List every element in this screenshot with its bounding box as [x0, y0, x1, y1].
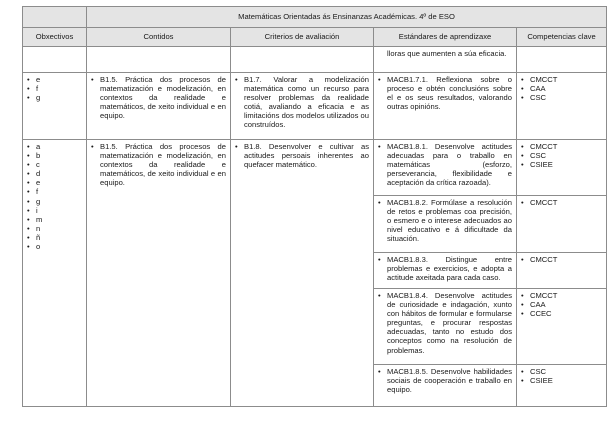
continuation-empty: [517, 47, 607, 73]
competences-cell: [517, 289, 607, 365]
table-row: [23, 140, 607, 196]
competences-list: [521, 75, 602, 102]
objective-item: • i: [27, 206, 82, 215]
competences-cell: [517, 140, 607, 196]
competence-item: • CSC: [521, 151, 602, 160]
bullet-icon: •: [378, 142, 381, 151]
standard-text: MACB1.8.3. Distingue entre problemas e exercicios, e adopta a actitude axeitada para cada caso.: [387, 255, 512, 283]
continuation-text: lloras que aumenten a súa eficacia.: [374, 47, 517, 73]
competences-list: [521, 142, 602, 169]
header-objectives: Obxectivos: [23, 28, 87, 47]
competences-list: [521, 198, 602, 207]
standard-cell: [374, 73, 517, 140]
corner-cell: [23, 7, 87, 28]
objective-item: • c: [27, 160, 82, 169]
criterion-cell: [231, 73, 374, 140]
content-text: B1.5. Práctica dos procesos de matematización e modelización, en contextos da realidade e matemáticos, de xeito individual e en equipo.: [100, 142, 226, 188]
objectives-list: [27, 142, 82, 251]
objective-item: • a: [27, 142, 82, 151]
continuation-empty: [23, 47, 87, 73]
standard-cell: [374, 365, 517, 407]
bullet-icon: •: [378, 367, 381, 376]
objective-item: • ñ: [27, 233, 82, 242]
standard-cell: [374, 289, 517, 365]
standard-text: MACB1.8.2. Formúlase a resolución de retos e problemas coa precisión, o esmero e o interese adecuados ao nivel educativo e á dificultade da situación.: [387, 198, 512, 244]
objective-item: • g: [27, 93, 82, 102]
competences-cell: [517, 73, 607, 140]
objective-item: • g: [27, 197, 82, 206]
criterion-text: B1.7. Valorar a modelización matemática como un recurso para resolver problemas da realidade cotiá, avaliando a eficacia e as limitacións dos modelos utilizados ou construídos.: [244, 75, 369, 130]
competence-item: • CAA: [521, 300, 602, 309]
objectives-cell: [23, 73, 87, 140]
objective-item: • m: [27, 215, 82, 224]
standard-text: MACB1.8.1. Desenvolve actitudes adecuadas para o traballo en matemáticas (esforzo, perseverancia, flexibilidade e aceptación da crítica razoada).: [387, 142, 512, 188]
competences-cell: [517, 196, 607, 253]
header-standards: Estándares de aprendizaxe: [374, 28, 517, 47]
competence-item: • CSIEE: [521, 376, 602, 385]
header-criteria: Criterios de avaliación: [231, 28, 374, 47]
table-title: Matemáticas Orientadas ás Ensinanzas Académicas. 4º de ESO: [87, 7, 607, 28]
competence-item: • CAA: [521, 84, 602, 93]
competences-list: [521, 291, 602, 318]
competence-item: • CMCCT: [521, 291, 602, 300]
objectives-list: [27, 75, 82, 102]
bullet-icon: •: [91, 142, 94, 151]
competence-item: • CCEC: [521, 309, 602, 318]
competence-item: • CMCCT: [521, 198, 602, 207]
header-contents: Contidos: [87, 28, 231, 47]
standard-cell: [374, 140, 517, 196]
objectives-cell: [23, 140, 87, 407]
criterion-cell: [231, 140, 374, 407]
continuation-empty: [231, 47, 374, 73]
content-cell: [87, 140, 231, 407]
standard-text: MACB1.8.4. Desenvolve actitudes de curiosidade e indagación, xunto con hábitos de formular e formularse preguntas, e procurar respostas adecuadas, tanto no estudo dos conceptos como na resolución de problemas.: [387, 291, 512, 355]
competences-cell: [517, 253, 607, 289]
continuation-row: [23, 47, 607, 73]
header-row: [23, 28, 607, 47]
competences-list: [521, 255, 602, 264]
standard-text: MACB1.7.1. Reflexiona sobre o proceso e obtén conclusións sobre el e os seus resultados, valorando outras opinións.: [387, 75, 512, 112]
standard-cell: [374, 196, 517, 253]
competence-item: • CMCCT: [521, 255, 602, 264]
bullet-icon: •: [378, 291, 381, 300]
header-competences: Competencias clave: [517, 28, 607, 47]
objective-item: • f: [27, 187, 82, 196]
bullet-icon: •: [235, 75, 238, 84]
objective-item: • e: [27, 178, 82, 187]
objective-item: • b: [27, 151, 82, 160]
competence-item: • CSC: [521, 93, 602, 102]
curriculum-table-page: [22, 6, 606, 407]
content-text: B1.5. Práctica dos procesos de matematización e modelización, en contextos da realidade e matemáticos, de xeito individual e en equipo.: [100, 75, 226, 121]
continuation-empty: [87, 47, 231, 73]
competence-item: • CMCCT: [521, 75, 602, 84]
competences-cell: [517, 365, 607, 407]
objective-item: • o: [27, 242, 82, 251]
criterion-text: B1.8. Desenvolver e cultivar as actitudes persoais inherentes ao quefacer matemático.: [244, 142, 369, 170]
bullet-icon: •: [378, 198, 381, 207]
standard-cell: [374, 253, 517, 289]
standard-text: MACB1.8.5. Desenvolve habilidades sociais de cooperación e traballo en equipo.: [387, 367, 512, 395]
content-cell: [87, 73, 231, 140]
curriculum-table: [22, 6, 607, 407]
competence-item: • CSC: [521, 367, 602, 376]
table-row: [23, 73, 607, 140]
bullet-icon: •: [91, 75, 94, 84]
bullet-icon: •: [235, 142, 238, 151]
bullet-icon: •: [378, 255, 381, 264]
objective-item: • e: [27, 75, 82, 84]
competence-item: • CMCCT: [521, 142, 602, 151]
competences-list: [521, 367, 602, 385]
objective-item: • d: [27, 169, 82, 178]
bullet-icon: •: [378, 75, 381, 84]
objective-item: • n: [27, 224, 82, 233]
objective-item: • f: [27, 84, 82, 93]
competence-item: • CSIEE: [521, 160, 602, 169]
